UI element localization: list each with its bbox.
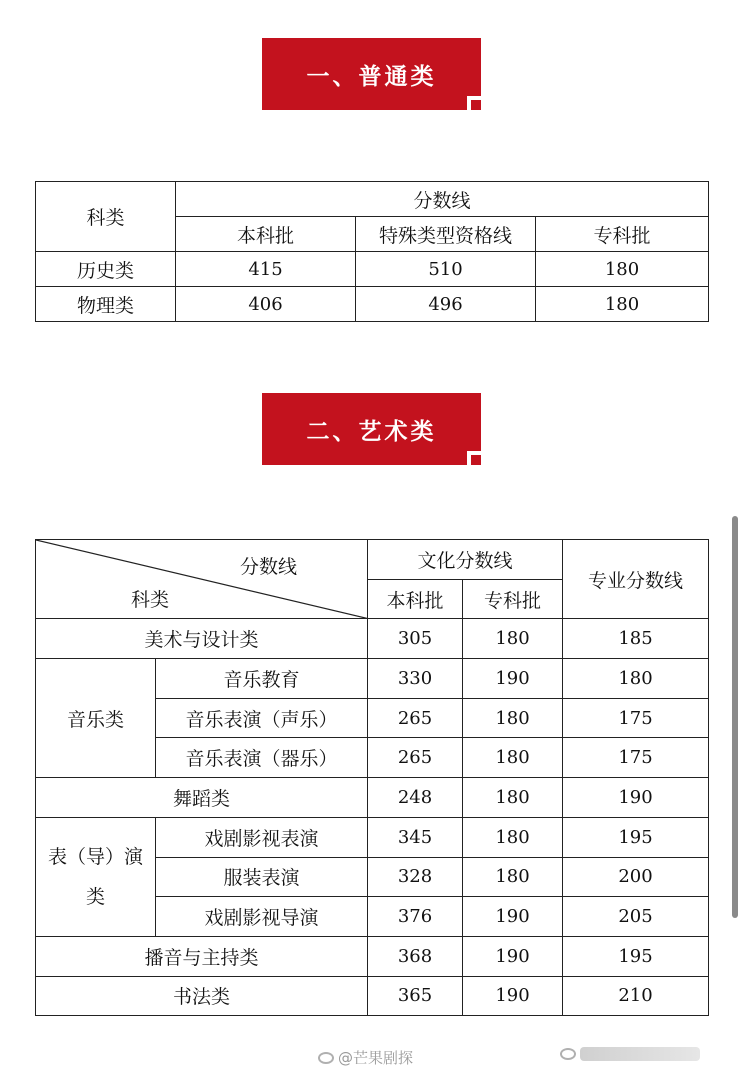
cell-value: 180 [463, 619, 563, 659]
weibo-icon [560, 1048, 576, 1060]
cell-value: 248 [368, 778, 463, 818]
row-category: 物理类 [36, 287, 176, 322]
banner-corner-decoration [467, 451, 481, 465]
cell-value: 265 [368, 738, 463, 778]
cell-value: 180 [463, 857, 563, 897]
diagonal-header-cell [36, 540, 368, 619]
table-row [36, 976, 709, 1016]
weibo-icon [318, 1052, 334, 1064]
cell-value: 365 [368, 976, 463, 1016]
cell-value: 175 [563, 698, 709, 738]
cell-value: 180 [463, 778, 563, 818]
row-category: 音乐表演（声乐） [156, 698, 368, 738]
art-score-table [35, 539, 709, 1016]
header-col-bachelor: 本科批 [176, 217, 356, 252]
cell-value: 406 [176, 287, 356, 322]
cell-value: 205 [563, 897, 709, 937]
cell-value: 415 [176, 252, 356, 287]
cell-value: 345 [368, 817, 463, 857]
table-row [36, 287, 709, 322]
cell-value: 190 [463, 659, 563, 699]
row-category: 戏剧影视导演 [156, 897, 368, 937]
header-score-line: 分数线 [176, 182, 709, 217]
cell-value: 180 [536, 287, 709, 322]
table-row [36, 252, 709, 287]
cell-value: 330 [368, 659, 463, 699]
row-group-music: 音乐类 [36, 659, 156, 778]
cell-value: 195 [563, 936, 709, 976]
header-major-score: 专业分数线 [563, 540, 709, 619]
cell-value: 195 [563, 817, 709, 857]
cell-value: 496 [356, 287, 536, 322]
header-col-junior: 专科批 [536, 217, 709, 252]
watermark-secondary [560, 1047, 700, 1061]
header-col-junior: 专科批 [463, 579, 563, 619]
cell-value: 190 [463, 976, 563, 1016]
table-row [36, 659, 709, 699]
cell-value: 328 [368, 857, 463, 897]
row-category: 戏剧影视表演 [156, 817, 368, 857]
row-category: 历史类 [36, 252, 176, 287]
cell-value: 180 [463, 738, 563, 778]
row-category: 书法类 [36, 976, 368, 1016]
row-category: 舞蹈类 [36, 778, 368, 818]
row-category: 音乐表演（器乐） [156, 738, 368, 778]
cell-value: 200 [563, 857, 709, 897]
cell-value: 180 [536, 252, 709, 287]
row-category: 播音与主持类 [36, 936, 368, 976]
general-score-table [35, 181, 709, 322]
cell-value: 510 [356, 252, 536, 287]
row-group-performance [36, 817, 156, 936]
row-category: 音乐教育 [156, 659, 368, 699]
header-culture-score: 文化分数线 [368, 540, 563, 580]
cell-value: 185 [563, 619, 709, 659]
cell-value: 368 [368, 936, 463, 976]
blurred-watermark [580, 1047, 700, 1061]
row-category: 服装表演 [156, 857, 368, 897]
cell-value: 190 [463, 936, 563, 976]
header-col-special: 特殊类型资格线 [356, 217, 536, 252]
cell-value: 180 [463, 698, 563, 738]
diag-label-category: 科类 [131, 589, 170, 612]
row-category: 美术与设计类 [36, 619, 368, 659]
cell-value: 190 [563, 778, 709, 818]
cell-value: 175 [563, 738, 709, 778]
cell-value: 180 [463, 817, 563, 857]
cell-value: 210 [563, 976, 709, 1016]
banner-corner-decoration [467, 96, 481, 110]
section-title: 二、艺术类 [306, 418, 437, 445]
section-title: 一、普通类 [306, 63, 437, 90]
cell-value: 265 [368, 698, 463, 738]
group-label: 表（导）演类 [47, 845, 143, 908]
cell-value: 190 [463, 897, 563, 937]
header-col-bachelor: 本科批 [368, 579, 463, 619]
section-banner-art [262, 393, 481, 465]
diag-label-score: 分数线 [239, 556, 297, 578]
section-banner-general [262, 38, 481, 110]
cell-value: 305 [368, 619, 463, 659]
scrollbar[interactable] [732, 516, 738, 918]
header-category: 科类 [36, 182, 176, 252]
watermark-primary [318, 1047, 413, 1068]
table-row [36, 936, 709, 976]
table-row [36, 778, 709, 818]
diagonal-line [36, 540, 367, 618]
watermark-text: @芒果剧探 [338, 1049, 414, 1067]
table-row [36, 619, 709, 659]
cell-value: 376 [368, 897, 463, 937]
table-row [36, 817, 709, 857]
cell-value: 180 [563, 659, 709, 699]
